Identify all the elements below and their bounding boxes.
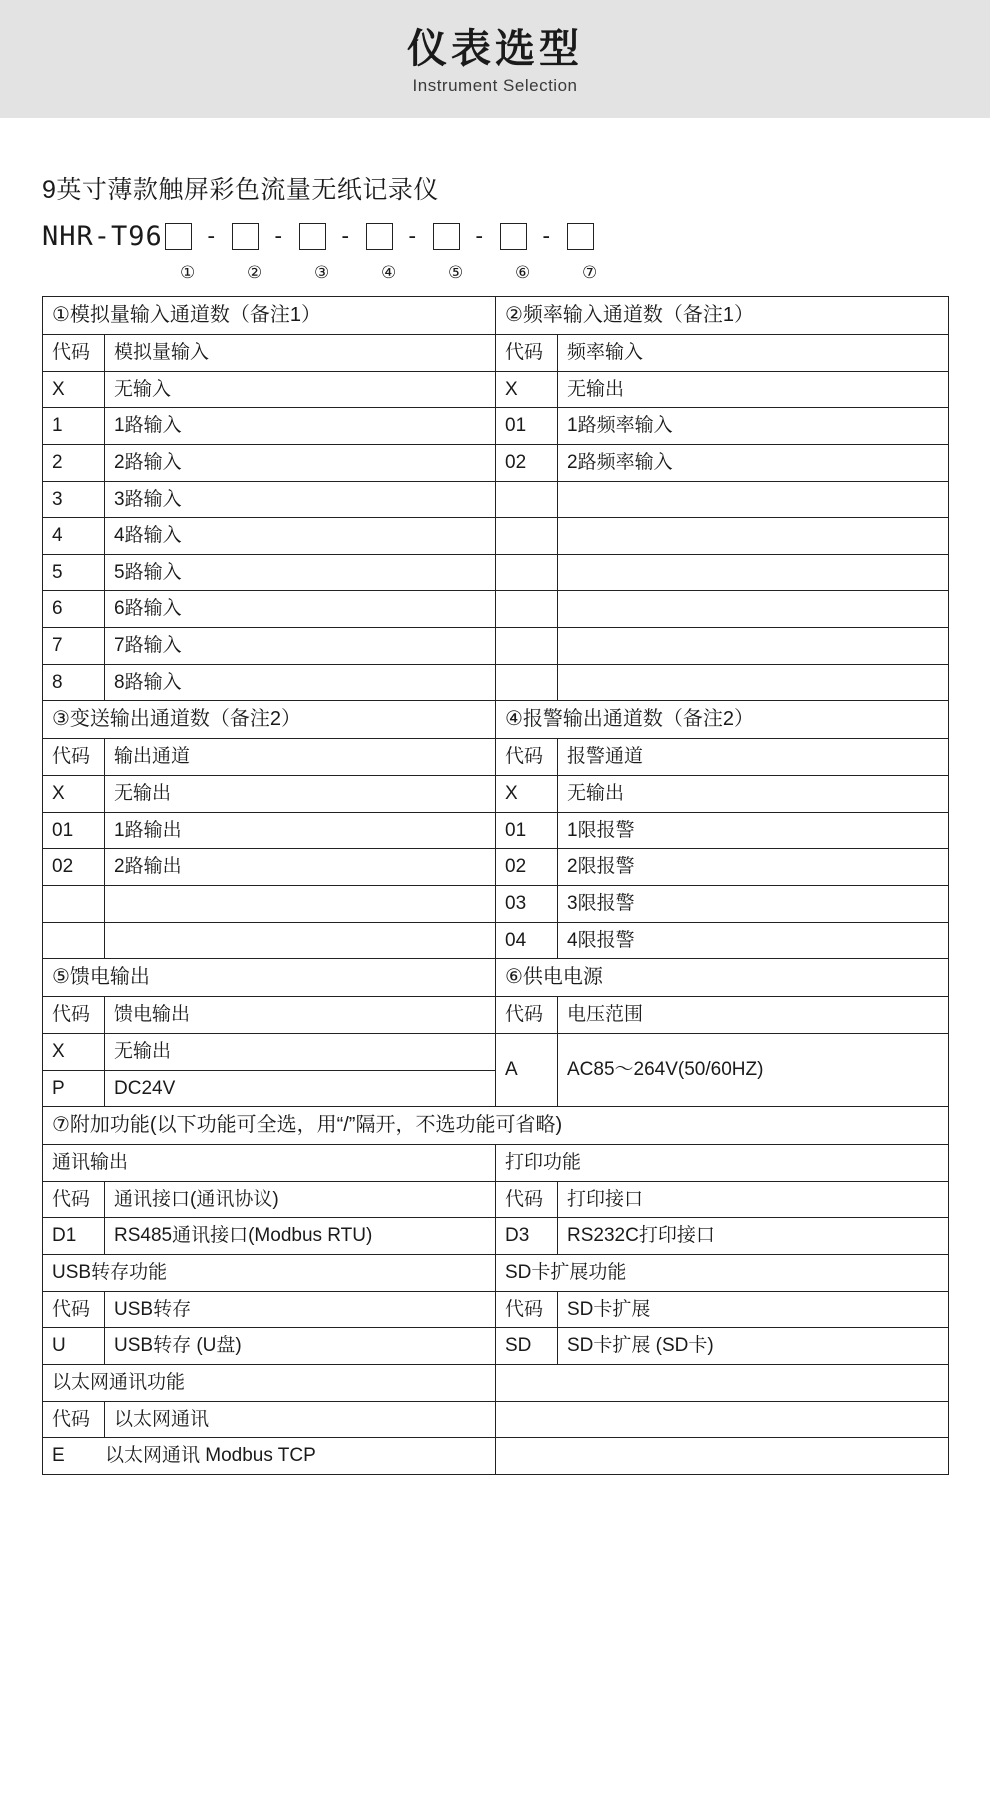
section-1-value-6: 6路输入 <box>105 591 496 628</box>
section-3-code-0: X <box>43 776 105 813</box>
model-box-1[interactable] <box>165 223 192 250</box>
section-4-code-4: 04 <box>496 922 558 959</box>
marker-6: ⑥ <box>515 263 531 282</box>
section-2-filler-5b <box>558 554 949 591</box>
model-code-row <box>42 216 948 256</box>
section-7-group-0-value-0: RS485通讯接口(Modbus RTU) <box>105 1218 496 1255</box>
section-7-group-2-value-0: USB转存 (U盘) <box>105 1328 496 1365</box>
section-5-col-code: 代码 <box>43 997 105 1034</box>
section-7-group-4-col-value: 以太网通讯 <box>105 1401 496 1438</box>
section-2-filler-7b <box>558 628 949 665</box>
section-1-code-5: 5 <box>43 554 105 591</box>
section-7-group-5-col-code <box>496 1401 949 1438</box>
section-1-col-code: 代码 <box>43 335 105 372</box>
section-2-filler-4 <box>496 518 558 555</box>
table-row <box>43 1291 949 1328</box>
section-4-value-4: 4限报警 <box>558 922 949 959</box>
table-row <box>43 701 949 739</box>
section-5-col-value: 馈电输出 <box>105 997 496 1034</box>
section-7-group-5-value-0 <box>496 1438 949 1475</box>
section-2-filler-3b <box>558 481 949 518</box>
section-1-code-8: 8 <box>43 664 105 701</box>
table-row <box>43 849 949 886</box>
section-4-code-2: 02 <box>496 849 558 886</box>
model-marker-row <box>42 258 948 288</box>
table-row <box>43 628 949 665</box>
table-row <box>43 1401 949 1438</box>
section-4-value-3: 3限报警 <box>558 885 949 922</box>
section-6-value-0: AC85～264V(50/60HZ) <box>558 1033 949 1106</box>
section-3-filler-4b <box>105 922 496 959</box>
section-7-group-0-col-value: 通讯接口(通讯协议) <box>105 1181 496 1218</box>
section-2-filler-8 <box>496 664 558 701</box>
section-7-group-0-code-0: D1 <box>43 1218 105 1255</box>
table-row <box>43 1438 949 1475</box>
section-7-group-2-col-code: 代码 <box>43 1291 105 1328</box>
section-1-code-6: 6 <box>43 591 105 628</box>
section-4-value-1: 1限报警 <box>558 812 949 849</box>
table-row <box>43 812 949 849</box>
marker-5: ⑤ <box>448 263 464 282</box>
section-1-value-8: 8路输入 <box>105 664 496 701</box>
table-row <box>43 1181 949 1218</box>
section-4-col-value: 报警通道 <box>558 739 949 776</box>
section-2-filler-7 <box>496 628 558 665</box>
section-4-code-0: X <box>496 776 558 813</box>
section-7-group-0-name: 通讯输出 <box>43 1145 496 1182</box>
section-2-col-value: 频率输入 <box>558 335 949 372</box>
marker-3: ③ <box>314 263 330 282</box>
table-row <box>43 554 949 591</box>
section-2-value-1: 1路频率输入 <box>558 408 949 445</box>
section-2-value-0: 无输出 <box>558 371 949 408</box>
section-6-code-0: A <box>496 1033 558 1106</box>
section-4-value-2: 2限报警 <box>558 849 949 886</box>
table-row <box>43 997 949 1034</box>
section-1-value-1: 1路输入 <box>105 408 496 445</box>
table-row <box>43 408 949 445</box>
section-7-group-0-col-code: 代码 <box>43 1181 105 1218</box>
section-3-code-2: 02 <box>43 849 105 886</box>
section-7-group-1-value-0: RS232C打印接口 <box>558 1218 949 1255</box>
section-7-group-1-code-0: D3 <box>496 1218 558 1255</box>
section-2-value-2: 2路频率输入 <box>558 444 949 481</box>
section-1-code-3: 3 <box>43 481 105 518</box>
section-3-code-1: 01 <box>43 812 105 849</box>
section-2-filler-6b <box>558 591 949 628</box>
page-title-english: Instrument Selection <box>412 76 578 95</box>
model-box-3[interactable] <box>299 223 326 250</box>
section-4-title: ④报警输出通道数（备注2） <box>496 701 949 739</box>
section-3-value-0: 无输出 <box>105 776 496 813</box>
section-1-code-2: 2 <box>43 444 105 481</box>
section-2-code-1: 01 <box>496 408 558 445</box>
table-row <box>43 1218 949 1255</box>
page-header <box>0 0 990 118</box>
section-7-group-4-value-0: E 以太网通讯 Modbus TCP <box>43 1438 496 1475</box>
section-7-group-3-col-value: SD卡扩展 <box>558 1291 949 1328</box>
section-6-col-code: 代码 <box>496 997 558 1034</box>
section-7-group-5-name <box>496 1365 949 1402</box>
model-dash-4: - <box>405 223 420 249</box>
model-dash-6: - <box>539 223 554 249</box>
section-2-title: ②频率输入通道数（备注1） <box>496 297 949 335</box>
table-row <box>43 481 949 518</box>
section-2-filler-6 <box>496 591 558 628</box>
section-7-group-1-col-value: 打印接口 <box>558 1181 949 1218</box>
table-row <box>43 739 949 776</box>
section-4-value-0: 无输出 <box>558 776 949 813</box>
marker-7: ⑦ <box>582 263 598 282</box>
model-dash-3: - <box>338 223 353 249</box>
section-3-filler-3b <box>105 885 496 922</box>
product-name: 9英寸薄款触屏彩色流量无纸记录仪 <box>42 176 439 204</box>
section-7-group-2-name: USB转存功能 <box>43 1255 496 1292</box>
model-box-6[interactable] <box>500 223 527 250</box>
page-title-chinese: 仪表选型 <box>407 27 583 71</box>
table-row <box>43 1107 949 1145</box>
table-row <box>43 959 949 997</box>
table-row <box>43 1255 949 1292</box>
section-7-group-3-code-0: SD <box>496 1328 558 1365</box>
section-1-code-4: 4 <box>43 518 105 555</box>
section-1-value-0: 无输入 <box>105 371 496 408</box>
table-row <box>43 444 949 481</box>
section-1-code-0: X <box>43 371 105 408</box>
table-row <box>43 1145 949 1182</box>
section-1-title: ①模拟量输入通道数（备注1） <box>43 297 496 335</box>
section-5-title: ⑤馈电输出 <box>43 959 496 997</box>
section-1-col-value: 模拟量输入 <box>105 335 496 372</box>
table-row <box>43 664 949 701</box>
table-row <box>43 335 949 372</box>
section-3-title: ③变送输出通道数（备注2） <box>43 701 496 739</box>
model-dash-5: - <box>472 223 487 249</box>
table-row <box>43 297 949 335</box>
table-row <box>43 1033 949 1070</box>
table-row <box>43 591 949 628</box>
section-7-group-4-name: 以太网通讯功能 <box>43 1365 496 1402</box>
table-sections-1-2 <box>42 296 949 1475</box>
section-5-code-1: P <box>43 1070 105 1107</box>
section-7-group-1-col-code: 代码 <box>496 1181 558 1218</box>
section-1-code-7: 7 <box>43 628 105 665</box>
section-1-value-2: 2路输入 <box>105 444 496 481</box>
section-7-group-2-col-value: USB转存 <box>105 1291 496 1328</box>
section-7-group-2-code-0: U <box>43 1328 105 1365</box>
section-7-group-3-value-0: SD卡扩展 (SD卡) <box>558 1328 949 1365</box>
content-area <box>0 170 990 1503</box>
section-2-filler-4b <box>558 518 949 555</box>
section-1-value-3: 3路输入 <box>105 481 496 518</box>
section-4-col-code: 代码 <box>496 739 558 776</box>
section-2-code-2: 02 <box>496 444 558 481</box>
table-row <box>43 885 949 922</box>
section-1-value-5: 5路输入 <box>105 554 496 591</box>
section-2-filler-3 <box>496 481 558 518</box>
section-3-filler-3 <box>43 885 105 922</box>
section-7-group-3-name: SD卡扩展功能 <box>496 1255 949 1292</box>
section-1-value-7: 7路输入 <box>105 628 496 665</box>
section-1-code-1: 1 <box>43 408 105 445</box>
model-box-2[interactable] <box>232 223 259 250</box>
marker-1: ① <box>180 263 196 282</box>
model-box-4[interactable] <box>366 223 393 250</box>
section-2-filler-5 <box>496 554 558 591</box>
section-4-code-1: 01 <box>496 812 558 849</box>
marker-2: ② <box>247 263 263 282</box>
model-box-5[interactable] <box>433 223 460 250</box>
section-3-col-value: 输出通道 <box>105 739 496 776</box>
section-3-filler-4 <box>43 922 105 959</box>
section-7-group-3-col-code: 代码 <box>496 1291 558 1328</box>
model-box-7[interactable] <box>567 223 594 250</box>
model-dash-2: - <box>271 223 286 249</box>
table-row <box>43 922 949 959</box>
section-7-group-1-name: 打印功能 <box>496 1145 949 1182</box>
section-4-code-3: 03 <box>496 885 558 922</box>
section-2-code-0: X <box>496 371 558 408</box>
section-2-col-code: 代码 <box>496 335 558 372</box>
section-7-title: ⑦附加功能(以下功能可全选，用“/”隔开，不选功能可省略) <box>43 1107 949 1145</box>
section-6-title: ⑥供电电源 <box>496 959 949 997</box>
section-3-value-1: 1路输出 <box>105 812 496 849</box>
section-5-code-0: X <box>43 1033 105 1070</box>
model-prefix: NHR-T96 <box>42 220 163 252</box>
section-6-col-value: 电压范围 <box>558 997 949 1034</box>
table-row <box>43 776 949 813</box>
model-dash-1: - <box>204 223 219 249</box>
table-row <box>43 1328 949 1365</box>
section-2-filler-8b <box>558 664 949 701</box>
table-row <box>43 518 949 555</box>
table-row <box>43 1365 949 1402</box>
section-3-value-2: 2路输出 <box>105 849 496 886</box>
section-1-value-4: 4路输入 <box>105 518 496 555</box>
section-5-value-0: 无输出 <box>105 1033 496 1070</box>
section-7-group-4-col-code: 代码 <box>43 1401 105 1438</box>
marker-4: ④ <box>381 263 397 282</box>
section-3-col-code: 代码 <box>43 739 105 776</box>
section-5-value-1: DC24V <box>105 1070 496 1107</box>
table-row <box>43 371 949 408</box>
